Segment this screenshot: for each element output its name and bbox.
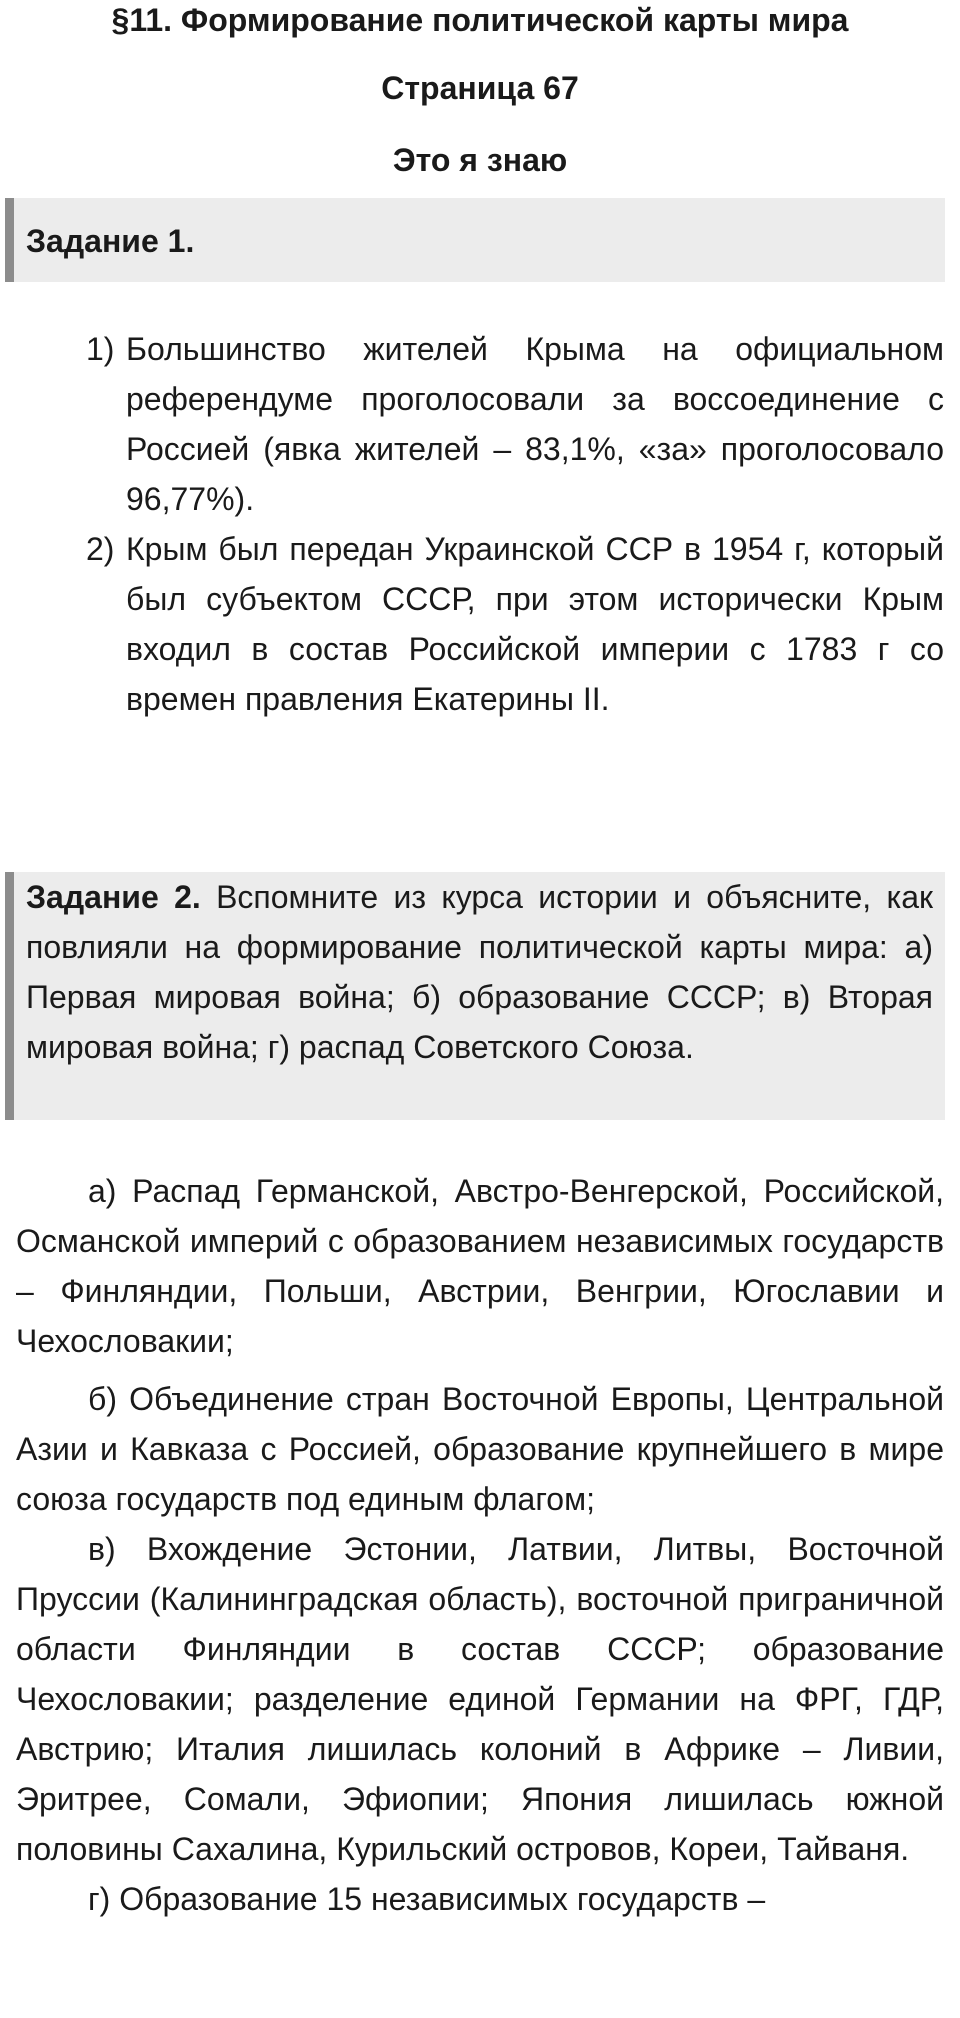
answer-paragraph-c: в) Вхождение Эстонии, Латвии, Литвы, Восточной Пруссии (Калининградская область), восточной приграничной области Финляндии в состав СССР; образование Чехословакии; разделение единой Германии на ФРГ, ГДР, Австрию; Италия лишилась колоний в Африке – Ливии, Эритрее, Сомали, Эфиопии; Япония лишилась южной половины Сахалина, Курильский островов, Кореи, Тайваня. xyxy=(16,1531,944,1867)
answer-paragraph-d: г) Образование 15 независимых государств – xyxy=(88,1881,766,1917)
list-item-text: Большинство жителей Крыма на официальном референдуме проголосовали за воссоединение с Россией (явка жителей – 83,1%, «за» проголосовало 96,77%). xyxy=(126,331,944,517)
subsection-title: Это я знаю xyxy=(392,142,568,178)
list-item-number: 2) xyxy=(86,531,115,567)
task-1-label: Задание 1. xyxy=(26,223,195,259)
list-item-text: Крым был передан Украинской ССР в 1954 г, который был субъектом СССР, при этом исторически Крым входил в состав Российской империи с 1783 г со времен правления Екатерины II. xyxy=(126,531,944,717)
list-item-number: 1) xyxy=(86,331,115,367)
answer-paragraph-b: б) Объединение стран Восточной Европы, Центральной Азии и Кавказа с Россией, образование крупнейшего в мире союза государств под единым флагом; xyxy=(16,1381,944,1517)
page-label: Страница 67 xyxy=(381,70,579,106)
task-2-question: Вспомните из курса истории и объясните, как повлияли на формирование политической карты мира: а) Первая мировая война; б) образование СССР; в) Вторая мировая война; г) распад Советского Союза. xyxy=(26,879,933,1065)
list-item xyxy=(0,524,960,724)
task-1-box xyxy=(5,198,945,282)
list-item xyxy=(0,324,960,524)
section-title: §11. Формирование политической карты мира xyxy=(111,2,849,38)
task-2-answers xyxy=(0,1166,960,1924)
task-1-answer-list xyxy=(0,324,960,724)
task-2-label: Задание 2. xyxy=(26,879,201,915)
answer-paragraph-a: а) Распад Германской, Австро-Венгерской, Российской, Османской империй с образованием независимых государств – Финляндии, Польши, Австрии, Венгрии, Югославии и Чехословакии; xyxy=(16,1173,944,1359)
task-2-box xyxy=(5,872,945,1120)
